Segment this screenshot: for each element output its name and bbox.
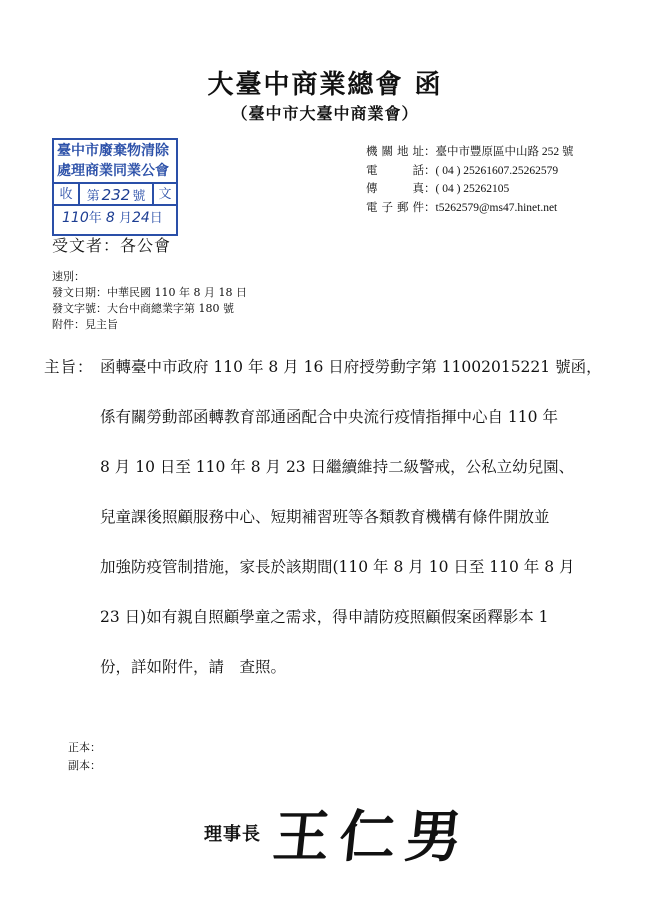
fax-value: ：( 04 ) 25262105 — [424, 183, 510, 195]
email-value: ：t5262579@ms47.hinet.net — [424, 201, 558, 214]
subject-line-1: 函轉臺中市政府 110 年 8 月 16 日府授勞動字第 11002015221 號函， — [100, 358, 602, 376]
phone-label: 電 話 — [366, 162, 424, 177]
subject-line-2: 係有關勞動部函轉教育部通函配合中央流行疫情指揮中心自 110 年 — [100, 408, 558, 426]
meta-attach-value: 見主旨 — [85, 318, 118, 331]
meta-date-label: 發文日期： — [52, 286, 107, 299]
stamp-org-line2: 處理商業同業公會 — [57, 163, 169, 179]
stamp-number-value: 232 — [101, 186, 131, 204]
fax-label: 傳 真 — [366, 181, 424, 195]
cc-copy-label: 副本： — [68, 759, 101, 772]
meta-number-value: 大台中商總業字第 180 號 — [107, 302, 234, 315]
stamp-doc-label: 文 — [152, 184, 176, 204]
signature-name: 王仁男 — [270, 805, 475, 870]
meta-date-value: 中華民國 110 年 8 月 18 日 — [107, 286, 247, 299]
contact-address — [366, 143, 574, 162]
contact-fax — [366, 180, 574, 199]
meta-attachment — [52, 317, 247, 333]
stamp-date-month-label: 月 — [118, 211, 132, 226]
signature-title: 理事長 — [204, 824, 261, 845]
meta-number — [52, 301, 247, 317]
receipt-stamp — [52, 138, 178, 236]
phone-value: ：( 04 ) 25261607.25262579 — [424, 164, 559, 177]
stamp-date-day-label: 日 — [149, 211, 163, 226]
document-title: 大臺中商業總會 函 — [207, 70, 443, 100]
document-subtitle: （臺中市大臺中商業會） — [231, 104, 419, 123]
stamp-number-suffix: 號 — [132, 189, 146, 204]
meta-attach-label: 附件： — [52, 318, 85, 331]
stamp-org-name — [54, 140, 176, 184]
stamp-number — [80, 184, 152, 204]
stamp-date-day: 24 — [131, 210, 150, 226]
stamp-date-year-label: 年 — [88, 211, 102, 226]
stamp-date-year: 110 — [62, 210, 89, 226]
stamp-date-month: 8 — [105, 210, 115, 226]
address-value: ：臺中市豐原區中山路 252 號 — [424, 146, 574, 158]
stamp-date — [54, 206, 176, 230]
contact-block — [366, 143, 574, 217]
contact-phone — [366, 162, 574, 181]
subject-label: 主旨： — [44, 358, 94, 376]
stamp-recv-label: 收 — [54, 184, 80, 204]
stamp-number-row — [54, 184, 176, 206]
stamp-org-line1: 臺中市廢棄物清除 — [57, 143, 169, 159]
email-label: 電子郵件 — [366, 199, 424, 214]
recipient: 受文者：各公會 — [52, 236, 172, 255]
subject-line-6: 23 日)如有親自照顧學童之需求，得申請防疫照顧假案函釋影本 1 — [100, 608, 549, 626]
meta-number-label: 發文字號： — [52, 302, 107, 315]
stamp-number-prefix: 第 — [86, 189, 100, 204]
meta-speed: 速別： — [52, 270, 85, 283]
contact-email — [366, 199, 574, 218]
document-meta — [52, 269, 247, 333]
cc-main-label: 正本： — [68, 741, 101, 754]
subject-line-3: 8 月 10 日至 110 年 8 月 23 日繼續維持二級警戒，公私立幼兒園、 — [100, 458, 575, 476]
subject-line-7: 份，詳如附件，請 查照。 — [100, 658, 287, 676]
subject-line-5: 加強防疫管制措施，家長於該期間(110 年 8 月 10 日至 110 年 8 月 — [100, 558, 575, 576]
meta-date — [52, 285, 247, 301]
address-label: 機關地址 — [366, 144, 424, 158]
subject-line-4: 兒童課後照顧服務中心、短期補習班等各類教育機構有條件開放並 — [100, 508, 550, 526]
